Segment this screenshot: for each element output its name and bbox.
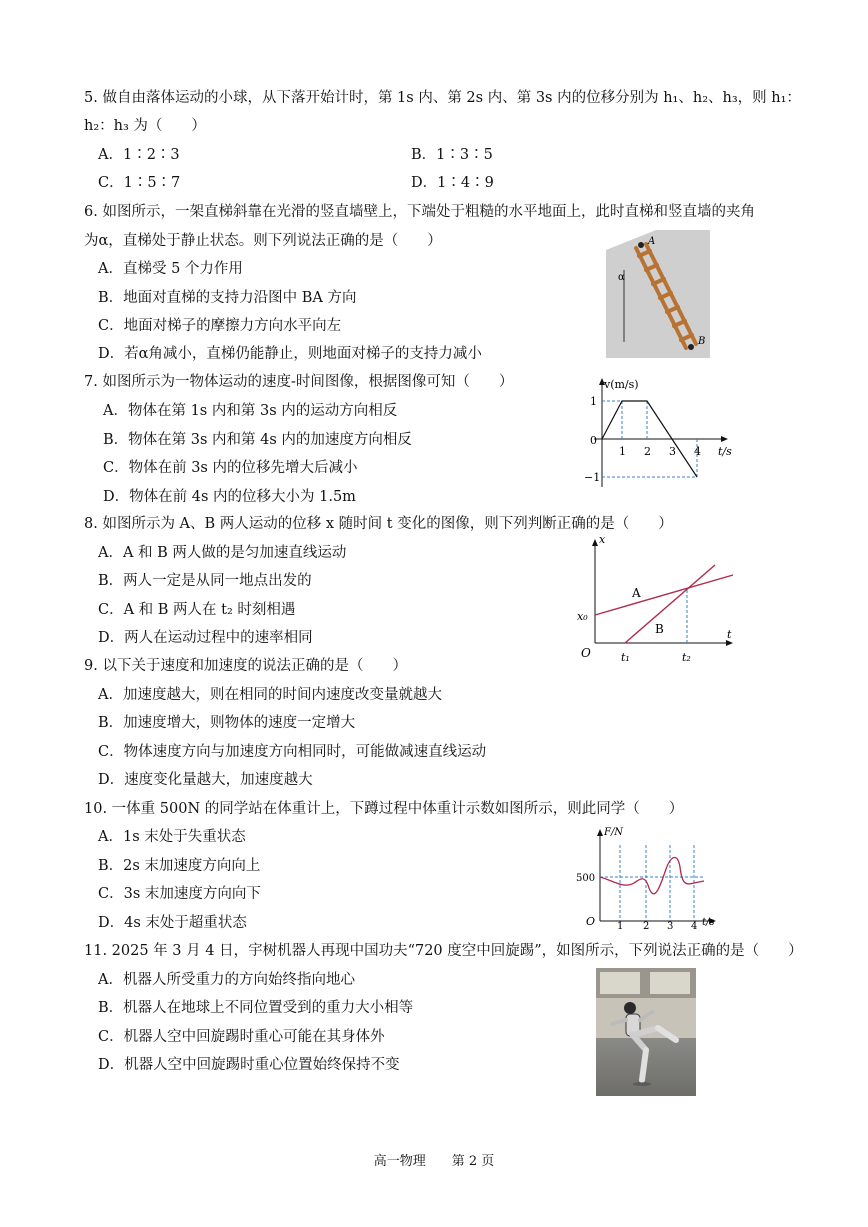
vt-origin: 0 [590, 434, 597, 447]
ft-graph [574, 825, 724, 935]
q5-stem-line1: 5. 做自由落体运动的小球，从下落开始计时，第 1s 内、第 2s 内、第 3s 内的位移分别为 h₁、h₂、h₃，则 h₁： [84, 90, 801, 106]
angle-alpha-label: α [618, 272, 625, 283]
q6-stem-line2: 为α，直梯处于静止状态。则下列说法正确的是（ ） [84, 233, 442, 249]
xt-xlabel: t [727, 628, 732, 641]
ft-ylabel: F/N [604, 827, 624, 838]
xt-t1-label: t₁ [621, 651, 630, 664]
vt-ytick-neg: −1 [584, 471, 601, 484]
q7-stem: 7. 如图所示为一物体运动的速度-时间图像，根据图像可知（ ） [84, 374, 514, 390]
q10-option-a: A．1s 末处于失重状态 [98, 829, 246, 845]
q11-option-d: D．机器人空中回旋踢时重心位置始终保持不变 [98, 1057, 400, 1073]
vt-xlabel: t/s [718, 445, 732, 458]
q11-option-c: C．机器人空中回旋踢时重心可能在其身体外 [98, 1029, 385, 1045]
vt-xtick-2: 2 [644, 445, 651, 458]
ladder-label-b: B [698, 336, 706, 347]
vt-xtick-3: 3 [669, 445, 676, 458]
ft-xlabel: t/s [702, 917, 715, 928]
q10-stem: 10. 一体重 500N 的同学站在体重计上，下蹲过程中体重计示数如图所示，则此同学（ ） [84, 801, 684, 817]
q6-option-a: A．直梯受 5 个力作用 [98, 261, 243, 277]
robot-kick-photo [596, 968, 696, 1096]
q5-stem-line2: h₂：h₃ 为（ ） [84, 118, 206, 134]
q10-option-d: D．4s 末处于超重状态 [98, 915, 247, 931]
q8-option-d: D．两人在运动过程中的速率相同 [98, 630, 313, 646]
q8-option-a: A．A 和 B 两人做的是匀加速直线运动 [98, 545, 347, 561]
vt-ylabel: v(m/s) [604, 378, 639, 391]
xt-origin: O [581, 646, 591, 660]
xt-ylabel: x [599, 535, 606, 546]
xt-graph [575, 535, 745, 670]
q5-option-a: A．1∶2∶3 [98, 147, 180, 163]
ft-xtick-3: 3 [667, 921, 674, 932]
q7-option-d: D．物体在前 4s 内的位移大小为 1.5m [103, 489, 356, 505]
q7-option-c: C．物体在前 3s 内的位移先增大后减小 [103, 460, 358, 476]
q9-option-c: C．物体速度方向与加速度方向相同时，可能做减速直线运动 [98, 744, 487, 760]
q6-option-b: B．地面对直梯的支持力沿图中 BA 方向 [98, 290, 357, 306]
vt-graph [574, 375, 744, 493]
q9-option-a: A．加速度越大，则在相同的时间内速度改变量就越大 [98, 687, 442, 703]
q8-option-b: B．两人一定是从同一地点出发的 [98, 573, 312, 589]
q8-option-c: C．A 和 B 两人在 t₂ 时刻相遇 [98, 602, 296, 618]
vt-ytick-pos: 1 [590, 395, 597, 408]
q9-option-b: B．加速度增大，则物体的速度一定增大 [98, 715, 356, 731]
q10-option-c: C．3s 末加速度方向向下 [98, 886, 261, 902]
vt-xtick-1: 1 [619, 445, 626, 458]
ladder-figure [598, 230, 716, 358]
q5-option-b: B．1∶3∶5 [411, 147, 493, 163]
q10-option-b: B．2s 末加速度方向向上 [98, 858, 261, 874]
ft-origin: O [586, 915, 596, 928]
q8-stem: 8. 如图所示为 A、B 两人运动的位移 x 随时间 t 变化的图像，则下列判断正确的是（ ） [84, 516, 673, 532]
q11-option-b: B．机器人在地球上不同位置受到的重力大小相等 [98, 1000, 414, 1016]
ft-ytick-500: 500 [576, 873, 596, 884]
q7-option-a: A．物体在第 1s 内和第 3s 内的运动方向相反 [103, 403, 398, 419]
xt-line-b-label: B [655, 622, 664, 636]
ladder-label-a: A [648, 236, 656, 247]
q9-option-d: D．速度变化量越大，加速度越大 [98, 772, 313, 788]
q6-option-d: D．若α角减小，直梯仍能静止，则地面对梯子的支持力减小 [98, 346, 482, 362]
q7-option-b: B．物体在第 3s 内和第 4s 内的加速度方向相反 [103, 432, 412, 448]
page-footer: 高一物理 第 2 页 [373, 1154, 495, 1169]
q5-option-c: C．1∶5∶7 [98, 175, 181, 191]
q11-stem: 11. 2025 年 3 月 4 日，宇树机器人再现中国功夫“720 度空中回旋踢”，如图所示，下列说法正确的是（ ） [84, 943, 803, 959]
ft-xtick-1: 1 [617, 921, 624, 932]
force-curve [600, 858, 704, 894]
ft-xtick-2: 2 [643, 921, 650, 932]
line-b [625, 565, 715, 643]
xt-t2-label: t₂ [682, 651, 691, 664]
ft-xtick-4: 4 [691, 921, 698, 932]
q9-stem: 9. 以下关于速度和加速度的说法正确的是（ ） [84, 658, 407, 674]
vt-xtick-4: 4 [694, 445, 701, 458]
q6-option-c: C．地面对梯子的摩擦力方向水平向左 [98, 318, 342, 334]
xt-line-a-label: A [632, 586, 641, 600]
q5-option-d: D．1∶4∶9 [411, 175, 494, 191]
q11-option-a: A．机器人所受重力的方向始终指向地心 [98, 972, 355, 988]
q6-stem-line1: 6. 如图所示，一架直梯斜靠在光滑的竖直墙壁上，下端处于粗糙的水平地面上，此时直梯和竖直墙的夹角 [84, 204, 755, 220]
xt-x0-label: x₀ [577, 610, 588, 623]
